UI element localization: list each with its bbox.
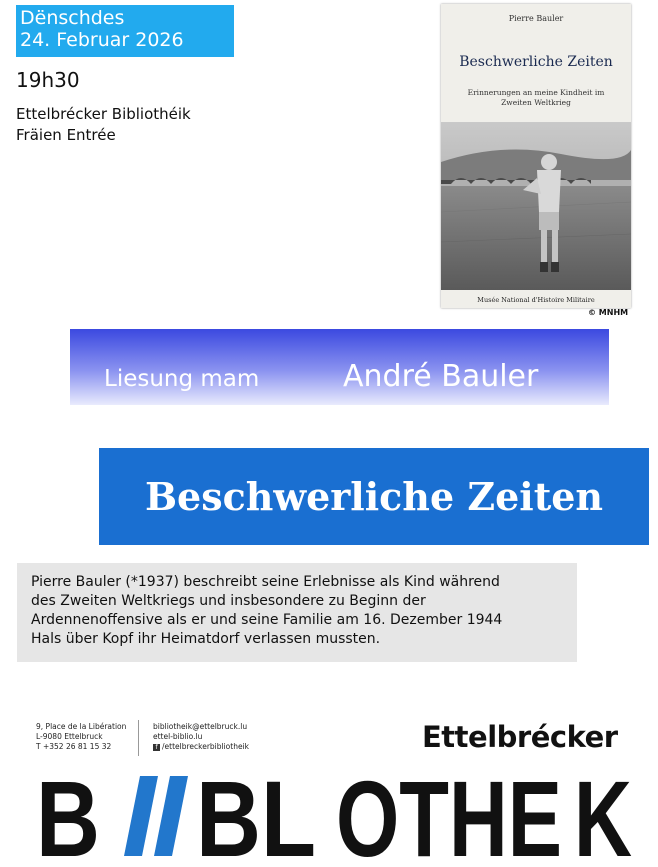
facebook-link[interactable] [153,742,249,752]
event-venue-block [16,104,191,146]
wordmark-k: K [574,762,632,862]
reader-name: André Bauler [343,359,539,394]
address-line: T +352 26 81 15 32 [36,742,112,751]
description-line: Ardennenoffensive als er und seine Familie am 16. Dezember 1944 [31,612,503,628]
book-title-banner: Beschwerliche Zeiten [99,448,649,545]
address-line: 9, Place de la Libération [36,722,127,731]
cover-photo [441,122,631,290]
cover-author: Pierre Bauler [508,14,564,23]
event-time: 19h30 [16,68,80,92]
wordmark-bl: BL [196,762,316,862]
footer-divider [138,720,139,756]
description-line: Hals über Kopf ihr Heimatdorf verlassen mussten. [31,631,381,647]
reading-label: Liesung mam [104,366,260,392]
reading-banner [70,329,609,405]
book-cover-image [441,4,631,308]
event-date-box [16,5,234,57]
description-box [17,563,577,662]
library-contact [153,722,249,752]
website-link[interactable]: ettel-biblio.lu [153,732,203,741]
library-wordmark-logo [36,762,636,862]
wordmark-b: B [36,762,100,862]
address-line: L-9080 Ettelbruck [36,732,103,741]
facebook-handle: /ettelbreckerbibliotheik [162,742,250,751]
event-venue: Ettelbrécker Bibliothéik [16,105,191,123]
cover-subtitle: Erinnerungen an meine Kindheit im Zweiten Weltkrieg [467,88,605,107]
event-weekday: Dënschdes [20,7,125,29]
image-credit: © MNHM [588,308,629,317]
facebook-icon: f [153,744,160,751]
event-entry: Fräien Entrée [16,126,116,144]
description-line: Pierre Bauler (*1937) beschreibt seine Erlebnisse als Kind während [31,574,500,590]
brand-ettelbrecker: Ettelbrécker [422,720,618,754]
wordmark-othe: OTHE [336,762,562,862]
library-address [36,722,126,752]
slash-mark [154,776,188,856]
event-date: 24. Februar 2026 [20,29,184,51]
email-link[interactable]: bibliotheik@ettelbruck.lu [153,722,248,731]
cover-publisher: Musée National d'Histoire Militaire [477,296,595,304]
cover-title: Beschwerliche Zeiten [459,54,613,70]
slash-mark [124,776,158,856]
description-line: des Zweiten Weltkriegs und insbesondere zu Beginn der [31,593,426,609]
